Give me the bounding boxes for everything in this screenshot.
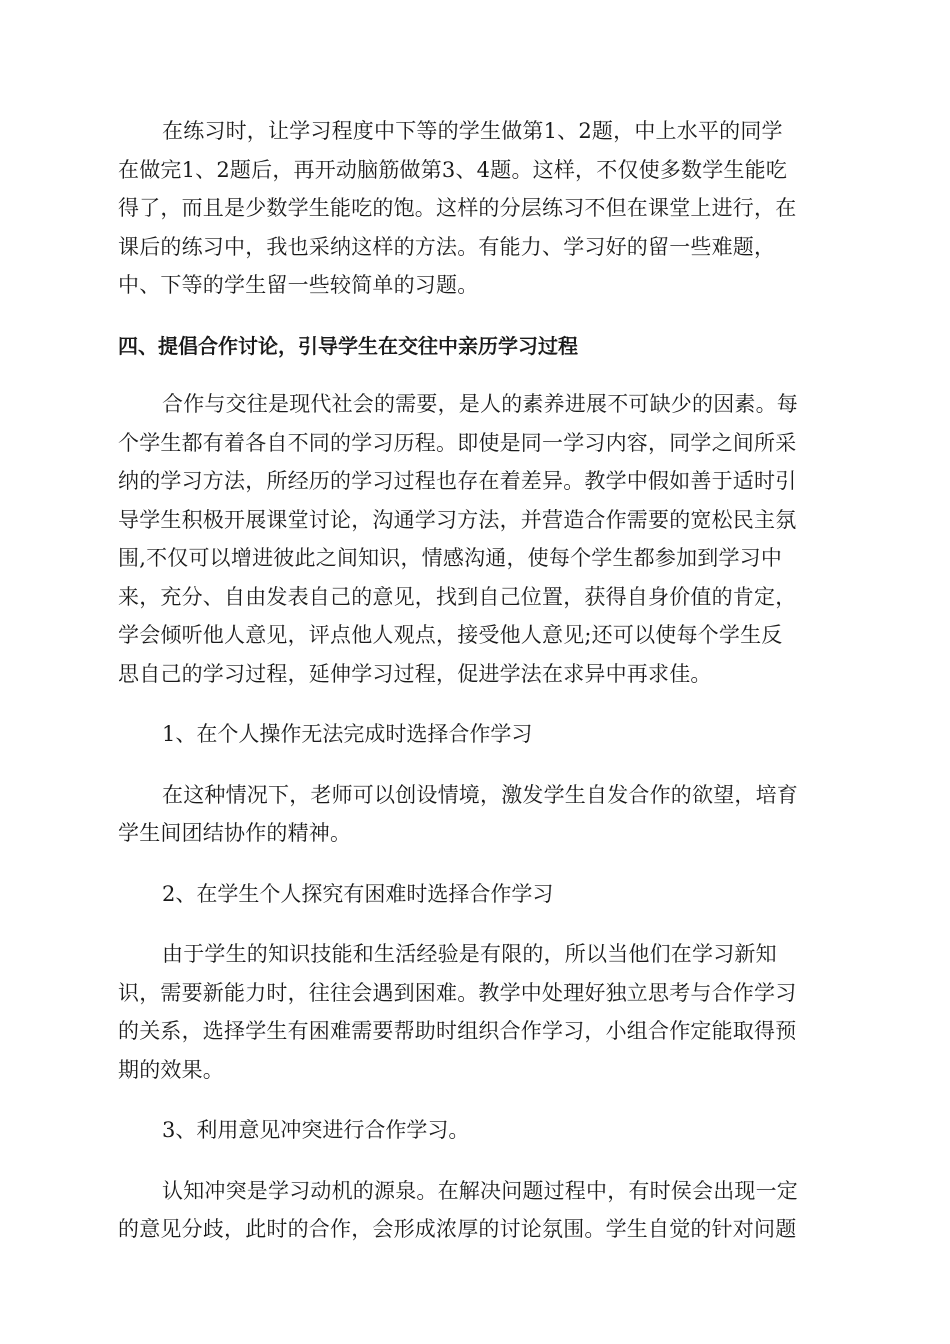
subheading-3: 3、利用意见冲突进行合作学习。 xyxy=(162,1118,470,1142)
text-line: 纳的学习方法，所经历的学习过程也存在着差异。教学中假如善于适时引 xyxy=(118,469,797,493)
section-heading-4: 四、提倡合作讨论，引导学生在交往中亲历学习过程 xyxy=(118,333,578,358)
paragraph-conflict xyxy=(118,1172,834,1249)
text-line: 学生间团结协作的精神。 xyxy=(118,821,352,845)
subheading-2: 2、在学生个人探究有困难时选择合作学习 xyxy=(162,881,554,906)
text-line: 得了，而且是少数学生能吃的饱。这样的分层练习不但在课堂上进行，在 xyxy=(118,196,797,220)
paragraph-layered-practice xyxy=(118,112,834,305)
text-line: 期的效果。 xyxy=(118,1057,224,1082)
text-line: 的关系，选择学生有困难需要帮助时组织合作学习，小组合作定能取得预 xyxy=(118,1019,797,1043)
text-line: 学会倾听他人意见，评点他人观点，接受他人意见;还可以使每个学生反 xyxy=(118,623,783,647)
text-line: 识，需要新能力时，往往会遇到困难。教学中处理好独立思考与合作学习 xyxy=(118,980,797,1005)
text-line: 在做完1、2题后，再开动脑筋做第3、4题。这样，不仅使多数学生能吃 xyxy=(118,157,788,182)
text-line: 围,不仅可以增进彼此之间知识，情感沟通，使每个学生都参加到学习中 xyxy=(118,546,783,570)
text-line: 个学生都有着各自不同的学习历程。即使是同一学习内容，同学之间所采 xyxy=(118,430,797,455)
text-line: 导学生积极开展课堂讨论，沟通学习方法，并营造合作需要的宽松民主氛 xyxy=(118,507,797,532)
text-line: 中、下等的学生留一些较简单的习题。 xyxy=(118,273,479,297)
paragraph-difficulty xyxy=(118,935,834,1089)
subheading-1: 1、在个人操作无法完成时选择合作学习 xyxy=(162,722,533,746)
paragraph-situation xyxy=(118,776,834,853)
text-line: 在练习时，让学习程度中下等的学生做第1、2题，中上水平的同学 xyxy=(162,119,783,143)
text-line: 在这种情况下，老师可以创设情境，激发学生自发合作的欲望，培育 xyxy=(162,782,798,807)
paragraph-cooperation xyxy=(118,385,834,693)
text-line: 思自己的学习过程，延伸学习过程，促进学法在求异中再求佳。 xyxy=(118,661,712,686)
document-page xyxy=(118,112,834,1271)
text-line: 认知冲突是学习动机的源泉。在解决问题过程中，有时侯会出现一定 xyxy=(162,1178,798,1203)
text-line: 课后的练习中，我也采纳这样的方法。有能力、学习好的留一些难题， xyxy=(118,234,776,259)
text-line: 合作与交往是现代社会的需要，是人的素养进展不可缺少的因素。每 xyxy=(162,392,798,416)
text-line: 由于学生的知识技能和生活经验是有限的，所以当他们在学习新知 xyxy=(162,942,777,966)
text-line: 来，充分、自由发表自己的意见，找到自己位置，获得自身价值的肯定， xyxy=(118,584,797,609)
text-line: 的意见分歧，此时的合作，会形成浓厚的讨论氛围。学生自觉的针对问题 xyxy=(118,1217,797,1241)
